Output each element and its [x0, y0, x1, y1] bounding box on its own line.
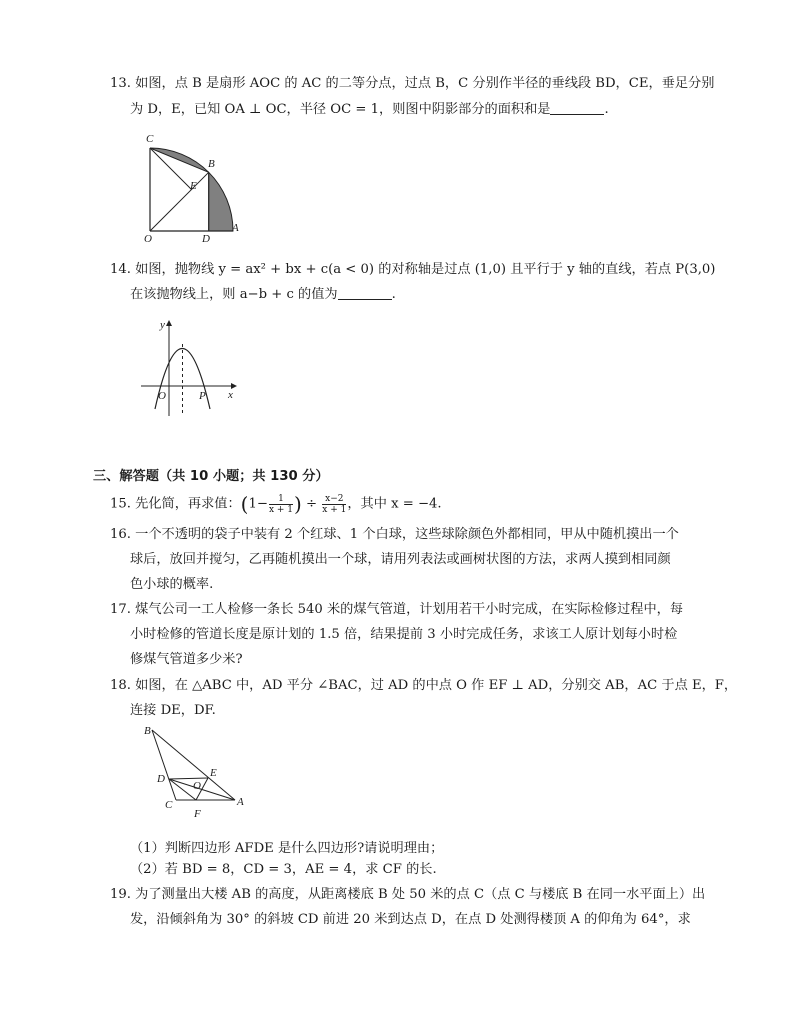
segment-de [169, 778, 208, 779]
q15-paren-open: ( [240, 492, 249, 516]
q15-suffix: ，其中 x = −4. [347, 496, 442, 512]
segment-df [169, 779, 196, 800]
q14-end: . [391, 287, 396, 302]
label-y: y [160, 319, 165, 331]
q15-fraction-2: $\frac{x-2}{x + 1}$ [322, 493, 347, 515]
label-P: P [199, 390, 206, 402]
q17-line2: 小时检修的管道长度是原计划的 1.5 倍，结果提前 3 小时完成任务，求该工人原计划每小时检 [130, 627, 678, 642]
label-E: E [190, 180, 197, 192]
q14-line2-text: 在该抛物线上，则 a−b + c 的值为 [130, 287, 338, 302]
shaded-region-bda [209, 172, 233, 231]
parabola-figure [138, 316, 243, 420]
shaded-segment-cb [150, 148, 209, 172]
q15-one-minus: 1− [248, 496, 268, 512]
q15-div: ÷ [301, 496, 322, 512]
q19-line2: 发，沿倾斜角为 30° 的斜坡 CD 前进 20 米到达点 D，在点 D 处测得楼顶 A 的仰角为 64°，求 [130, 912, 691, 927]
q18-line1: 18. 如图，在 △ABC 中，AD 平分 ∠BAC，过 AD 的中点 O 作 EF ⊥ AD，分别交 AB，AC 于点 E，F， [110, 678, 738, 693]
q14-line1: 14. 如图，抛物线 y = ax² + bx + c(a < 0) 的对称轴是过点 (1,0) 且平行于 y 轴的直线，若点 P(3,0) [110, 262, 716, 277]
answer-blank-13 [550, 101, 604, 115]
label-C: C [146, 133, 154, 145]
q16-line1: 16. 一个不透明的袋子中装有 2 个红球、1 个白球，这些球除颜色外都相同，甲从中随机摸出一个 [110, 527, 679, 542]
label-O: O [158, 390, 166, 402]
q19-line1: 19. 为了测量出大楼 AB 的高度，从距离楼底 B 处 50 米的点 C（点 C 与楼底 B 在同一水平面上）出 [110, 887, 706, 902]
label-O: O [193, 780, 201, 792]
q17-line1: 17. 煤气公司一工人检修一条长 540 米的煤气管道，计划用若干小时完成，在实际检修过程中，每 [110, 602, 684, 617]
segment-ob [150, 172, 209, 231]
section-heading: 三、解答题（共 10 小题；共 130 分） [93, 469, 329, 484]
label-A: A [232, 222, 239, 234]
q13-line2-text: 为 D，E，已知 OA ⊥ OC，半径 OC = 1，则图中阴影部分的面积和是 [130, 102, 551, 117]
q15-prefix: 15. 先化简，再求值： [110, 496, 241, 512]
triangle-figure [138, 722, 253, 822]
q15-line [110, 492, 442, 517]
q18-line2: 连接 DE，DF. [130, 703, 216, 718]
q18-sub1: （1）判断四边形 AFDE 是什么四边形?请说明理由； [130, 841, 444, 856]
sector-figure [138, 128, 248, 243]
q15-paren-close: ) [294, 492, 302, 516]
label-F: F [194, 808, 201, 820]
q18-sub2: （2）若 BD = 8，CD = 3，AE = 4，求 CF 的长. [130, 862, 437, 877]
q16-line2: 球后，放回并搅匀，乙再随机摸出一个球，请用列表法或画树状图的方法，求两人摸到相同颜 [130, 552, 671, 567]
label-B: B [144, 725, 151, 737]
label-C: C [165, 799, 173, 811]
answer-blank-14 [338, 286, 392, 300]
q17-line3: 修煤气管道多少米? [130, 652, 243, 667]
label-x: x [228, 389, 233, 401]
q15-fraction-1: $\frac{1}{x + 1}$ [268, 493, 294, 515]
q14-line2 [130, 286, 396, 304]
label-A: A [237, 796, 244, 808]
label-B: B [208, 158, 215, 170]
q13-end: . [604, 102, 609, 117]
q13-line2 [130, 101, 609, 119]
label-D: D [202, 233, 210, 243]
label-D: D [157, 773, 165, 785]
label-E: E [210, 767, 217, 779]
label-O: O [144, 233, 152, 243]
q16-line3: 色小球的概率. [130, 577, 214, 592]
q13-line1: 13. 如图，点 B 是扇形 AOC 的 AC 的二等分点，过点 B，C 分别作半径的垂线段 BD，CE，垂足分别 [110, 76, 715, 91]
